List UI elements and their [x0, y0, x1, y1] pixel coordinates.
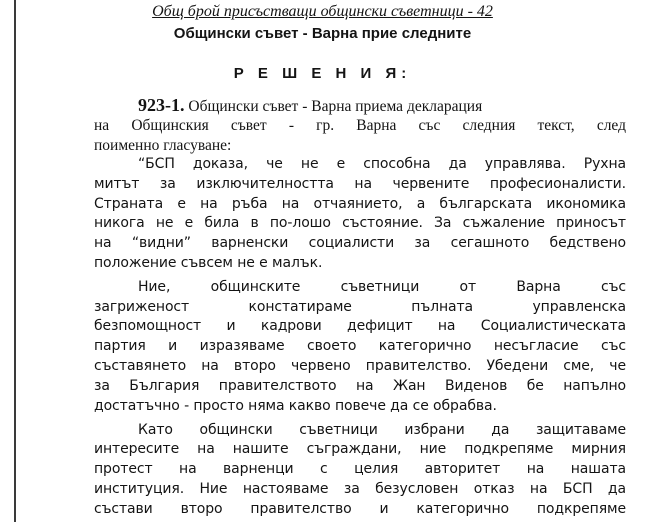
- paragraph-3-line: състави второ правителство и категорично подкрепяме: [94, 501, 626, 518]
- paragraph-1-line: никога не е била в по-лошо състояние. За съжаление приносът: [94, 215, 626, 232]
- decisions-heading: Р Е Ш Е Н И Я:: [233, 65, 412, 82]
- paragraph-1-line: положение съвсем не е малък.: [94, 255, 323, 272]
- paragraph-2-line: съставянето на второ червено правителство. Убедени сме, че: [94, 358, 626, 375]
- paragraph-3-line: институция. Ние настояваме за безусловен отказ на БСП да: [94, 481, 626, 498]
- paragraph-1-line: митът за изключителността на червените професионалисти.: [94, 175, 626, 192]
- paragraph-2-line: за България правителството на Жан Виденов бе напълно: [94, 378, 626, 395]
- decision-intro-text: Общински съвет - Варна приема декларация: [184, 98, 483, 115]
- paragraph-1-line: на “видни” варненски социалисти за сегашното бедствено: [94, 235, 626, 252]
- councilors-present-heading: Общ брой присъстващи общински съветници - 42: [152, 3, 493, 20]
- paragraph-3-line: интересите на нашите съграждани, ние подкрепяме мирния: [94, 441, 626, 458]
- paragraph-2-line: безпомощност и кадрови дефицит на Социалистическата: [94, 318, 626, 335]
- council-adopts-heading: Общински съвет - Варна прие следните: [173, 25, 472, 42]
- paragraph-2-line: достатъчно - просто няма какво повече да се обрабва.: [94, 398, 497, 415]
- paragraph-2-line: партия и изразяваме своето категорично несъгласие със: [94, 338, 626, 355]
- paragraph-1-line: Страната е на ръба на отчаянието, а българската икономика: [94, 195, 626, 212]
- paragraph-2-line: Ние, общинските съветници от Варна със: [138, 278, 626, 295]
- paragraph-3-line: протест на варненци с целия авторитет на нашата: [94, 461, 626, 478]
- decision-intro-line-3: поименно гласуване:: [94, 136, 232, 154]
- paragraph-3-line: Като общински съветници избрани да защитаваме: [138, 421, 626, 438]
- decision-intro-line-1: [138, 96, 626, 117]
- decision-intro-line-2: на Общинския съвет - гр. Варна със следния текст, след: [94, 116, 626, 134]
- paragraph-2-line: загриженост констатираме пълната управленска: [94, 298, 626, 315]
- decision-number: 923-1.: [138, 95, 185, 115]
- paragraph-1-line: “БСП доказа, че не е способна да управлява. Рухна: [138, 155, 626, 172]
